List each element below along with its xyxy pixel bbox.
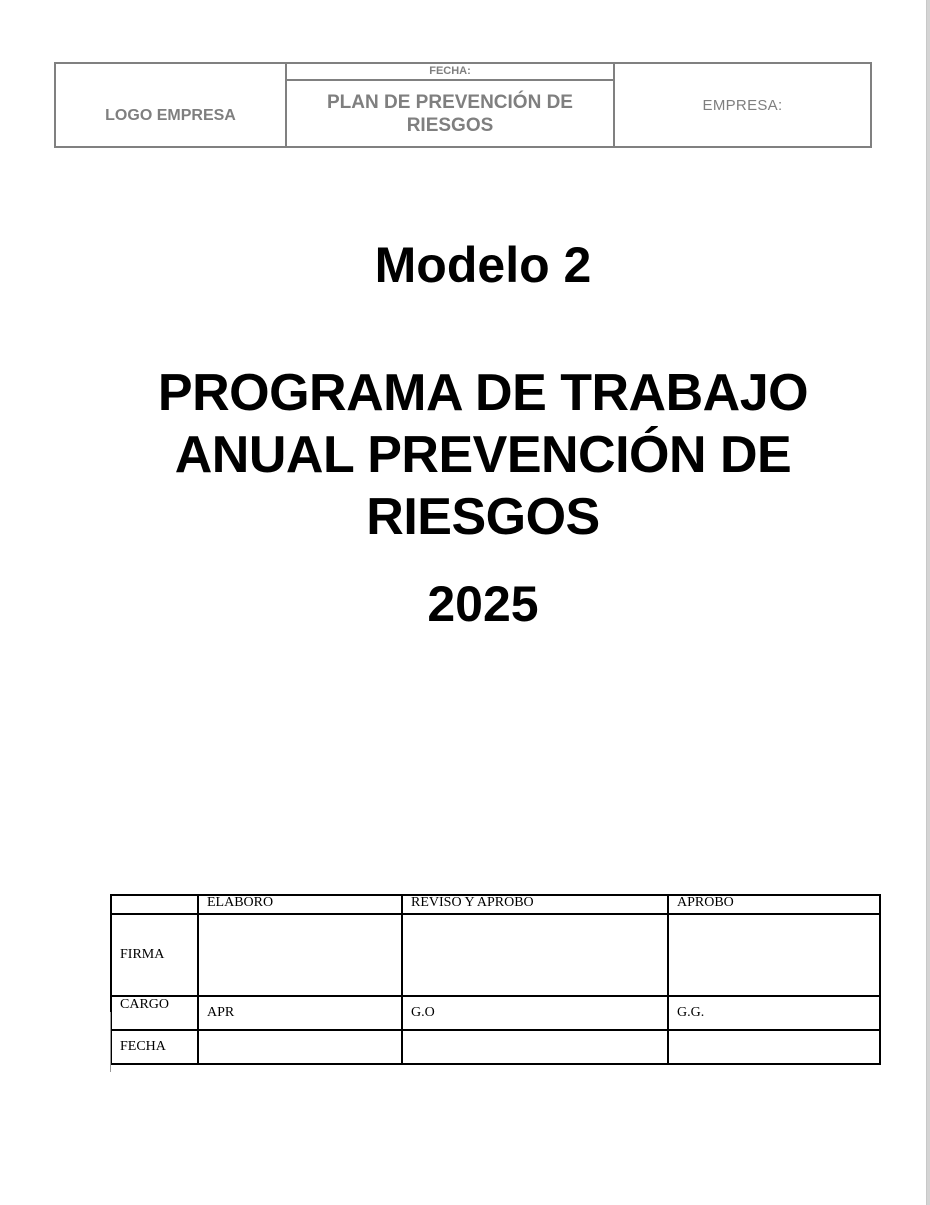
header-cell-aprobo: APROBO <box>668 895 880 914</box>
firma-reviso-cell[interactable] <box>402 914 668 996</box>
cargo-reviso-cell: G.O <box>402 996 668 1030</box>
program-title-line-3: RIESGOS <box>366 488 600 546</box>
program-title-line-1: PROGRAMA DE TRABAJO <box>157 364 809 422</box>
table-row-cargo <box>111 996 880 1030</box>
table-row-fecha <box>111 1030 880 1064</box>
firma-elaboro-cell[interactable] <box>198 914 402 996</box>
logo-placeholder: LOGO EMPRESA <box>56 64 287 146</box>
program-title <box>0 362 930 548</box>
header-cell-reviso-y-aprobo: REVISO Y APROBO <box>402 895 668 914</box>
document-header-table <box>54 62 872 148</box>
fecha-aprobo-cell[interactable] <box>668 1030 880 1064</box>
header-plan-title: PLAN DE PREVENCIÓN DE RIESGOS <box>327 91 573 136</box>
program-year: 2025 <box>427 576 539 632</box>
header-middle-cell <box>287 64 615 146</box>
text-cursor-marker <box>110 1012 111 1072</box>
row-label-firma: FIRMA <box>111 914 198 996</box>
signature-table-header-row <box>111 895 880 914</box>
table-row-firma <box>111 914 880 996</box>
firma-aprobo-cell[interactable] <box>668 914 880 996</box>
fecha-reviso-cell[interactable] <box>402 1030 668 1064</box>
model-title: Modelo 2 <box>374 237 592 293</box>
header-empresa-label: EMPRESA: <box>702 96 783 114</box>
row-label-cargo: CARGO <box>111 996 198 1030</box>
header-cell-empty <box>111 895 198 914</box>
program-title-line-2: ANUAL PREVENCIÓN DE <box>174 426 792 484</box>
header-fecha-label: FECHA: <box>287 64 613 81</box>
cargo-aprobo-cell: G.G. <box>668 996 880 1030</box>
header-cell-elaboro: ELABORO <box>198 895 402 914</box>
signature-table <box>110 894 881 1065</box>
row-label-fecha: FECHA <box>111 1030 198 1064</box>
cargo-elaboro-cell: APR <box>198 996 402 1030</box>
fecha-elaboro-cell[interactable] <box>198 1030 402 1064</box>
